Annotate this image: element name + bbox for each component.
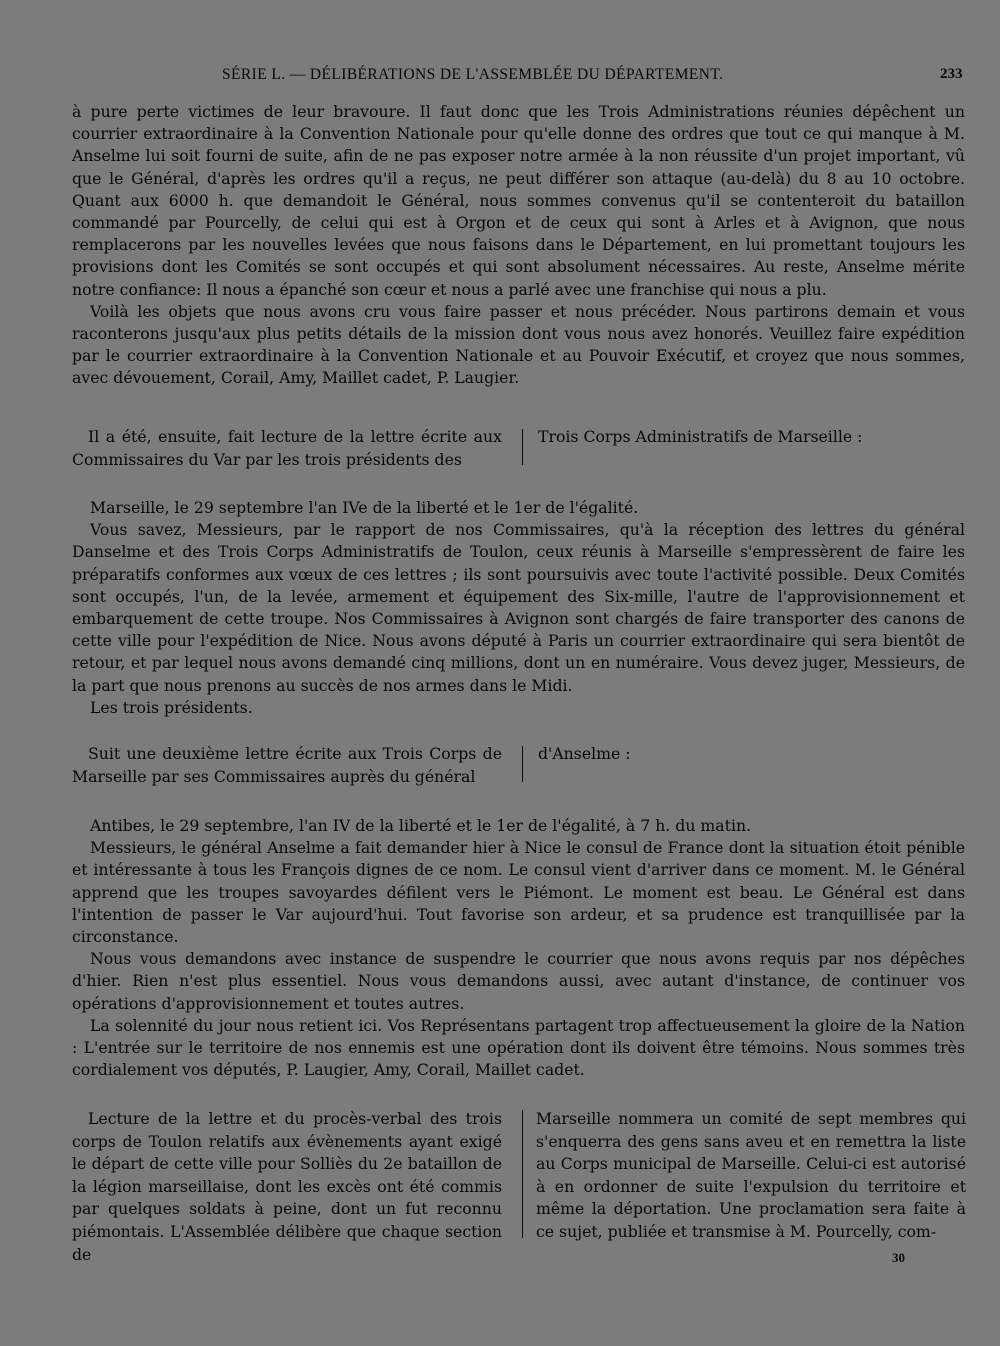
page-number: 233 xyxy=(940,66,963,82)
sheet-number: 30 xyxy=(892,1250,905,1265)
intro-right-column: Trois Corps Administratifs de Marseille : xyxy=(538,427,863,446)
paragraph: Nous vous demandons avec instance de suspendre le courrier que nous avons requis par nos dépêches d'hier. Rien n'est plus essentiel. Nous vous demandons aussi, avec autant d'instance, de continuer vos opérations d'approvisionnement et toutes autres. xyxy=(72,949,965,1013)
paragraph: Vous savez, Messieurs, par le rapport de nos Commissaires, qu'à la réception des lettres du général Danselme et des Trois Corps Administratifs de Toulon, ceux réunis à Marseille s'empressèrent de faire les préparatifs conformes aux vœux de ces lettres ; ils sont poursuivis avec toute l'activité possible. Deux Comités sont occupés, l'un, de la levée, armement et équipement des Six-mille, l'autre de l'approvisionnement et embarquement de cette troupe. Nos Commissaires à Avignon sont chargés de faire transporter des canons de cette ville pour l'expédition de Nice. Nous avons député à Paris un courrier extraordinaire qui sera bientôt de retour, et par lequel nous avons demandé cinq millions, dont un en numéraire. Vous devez juger, Messieurs, de la part que nous prenons au succès de nos armes dans le Midi. xyxy=(72,520,965,695)
paragraph: Marseille, le 29 septembre l'an IVe de la liberté et le 1er de l'égalité. xyxy=(90,498,639,517)
header-title: SÉRIE L. — DÉLIBÉRATIONS DE L'ASSEMBLÉE DU DÉPARTEMENT. xyxy=(222,66,724,83)
paragraph: Antibes, le 29 septembre, l'an IV de la liberté et le 1er de l'égalité, à 7 h. du matin. xyxy=(90,816,752,835)
column-divider xyxy=(522,1110,523,1238)
paragraph: La solennité du jour nous retient ici. Vos Représentans partagent trop affectueusement la gloire de la Nation : L'entrée sur le territoire de nos ennemis est une opération dont ils doivent être témoins. Nous sommes très cordialement vos députés, P. Laugier, Amy, Corail, Maillet cadet. xyxy=(72,1015,965,1080)
section-letter-end xyxy=(72,101,965,390)
section-marseille-letter xyxy=(72,497,965,719)
paragraph: Messieurs, le général Anselme a fait demander hier à Nice le consul de France dont la situation étoit pénible et intéressante à tous les François dignes de ce nom. Le consul vient d'arriver dans ce moment. M. le Général apprend que les troupes savoyardes défilent vers le Piémont. Le moment est beau. Le Général est dans l'intention de passer le Var aujourd'hui. Tout favorise son ardeur, et sa prudence est tranquillisée par la circonstance. xyxy=(72,838,965,947)
paragraph: Voilà les objets que nous avons cru vous faire passer et nous précéder. Nous partirons demain et vous raconterons jusqu'aux plus petits détails de la mission dont vous nous avez honorés. Veuillez faire expédition par le courrier extraordinaire à la Convention Nationale et au Pouvoir Exécutif, et croyez que nous sommes, avec dévouement, Corail, Amy, Maillet cadet, P. Laugier. xyxy=(72,301,965,388)
closing-left-column: Lecture de la lettre et du procès-verbal des trois corps de Toulon relatifs aux évènements ayant exigé le départ de cette ville pour Solliès du 2e bataillon de la légion marseillaise, dont les excès ont été commis par quelques soldats à peine, dont un fut reconnu piémontais. L'Assemblée délibère que chaque section de xyxy=(72,1109,502,1264)
column-divider xyxy=(522,429,523,465)
paragraph: à pure perte victimes de leur bravoure. Il faut donc que les Trois Administrations réunies dépêchent un courrier extraordinaire à la Convention Nationale pour qu'elle donne des ordres que tout ce qui manque à M. Anselme lui soit fourni de suite, afin de ne pas exposer notre armée à la non réussite d'un projet important, vû que le Général, d'après les ordres qu'il a reçus, ne peut différer son attaque (au-delà) du 8 au 10 octobre. Quant aux 6000 h. que demandoit le Général, nous sommes convenus qu'il se contenteroit du bataillon commandé par Pourcelly, de celui qui est à Orgon et de ceux qui sont à Arles et à Avignon, que nous remplacerons par les nouvelles levées que nous faisons dans le Département, en lui promettant toujours les provisions dont les Comités se sont occupés et qui sont absolument nécessaires. Au reste, Anselme mérite notre confiance: Il nous a épanché son cœur et nous a parlé avec une franchise qui nous a plu. xyxy=(72,102,965,299)
paragraph: Les trois présidents. xyxy=(90,697,253,717)
closing-right-column: Marseille nommera un comité de sept membres qui s'enquerra des gens sans aveu et en remettra la liste au Corps municipal de Marseille. Celui-ci est autorisé à en ordonner de suite l'expulsion du territoire et même la déportation. Une proclamation sera faite à ce sujet, publiée et transmise à M. Pourcelly, com- xyxy=(536,1109,966,1241)
intro-left-column: Suit une deuxième lettre écrite aux Trois Corps de Marseille par ses Commissaires auprès du général xyxy=(72,744,502,786)
column-divider xyxy=(522,746,523,782)
intro-left-column: Il a été, ensuite, fait lecture de la lettre écrite aux Commissaires du Var par les trois présidents des xyxy=(72,427,502,469)
intro-right-column: d'Anselme : xyxy=(538,744,631,763)
running-header xyxy=(0,66,1000,90)
section-antibes-letter xyxy=(72,815,965,1081)
